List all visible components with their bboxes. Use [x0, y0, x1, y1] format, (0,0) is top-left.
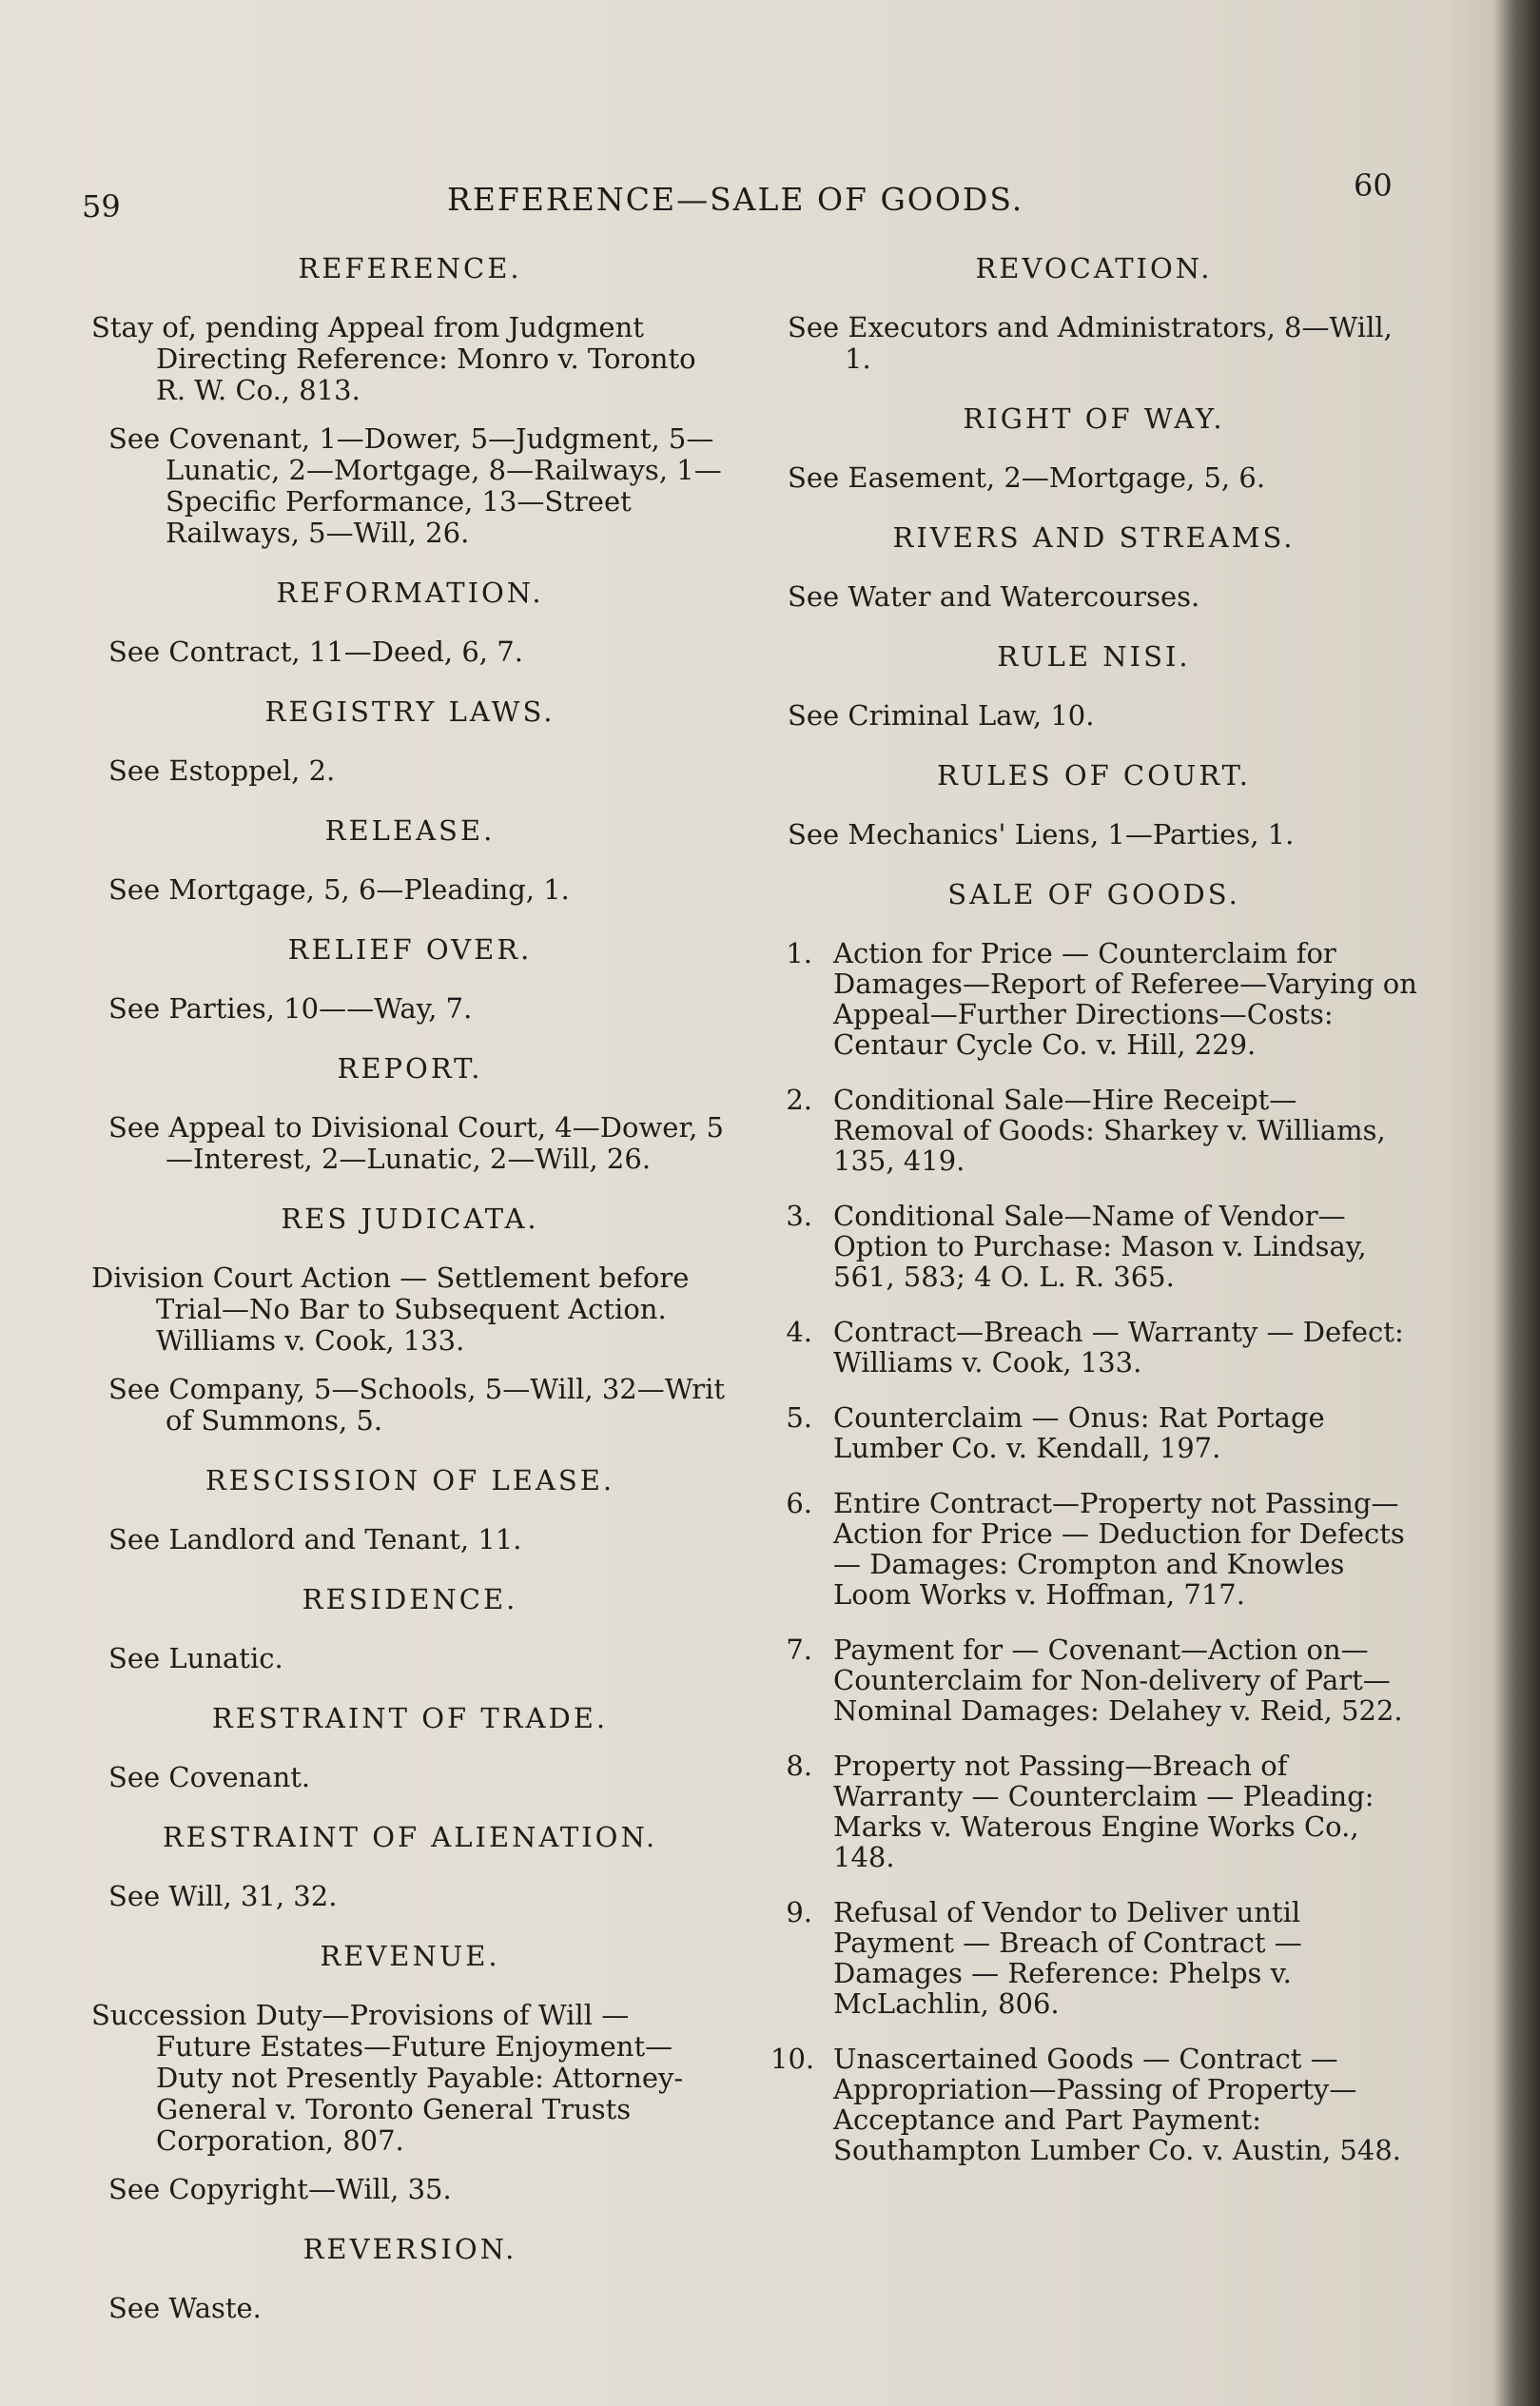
index-section — [770, 249, 1417, 375]
see-reference: See Covenant. — [108, 1761, 311, 1793]
index-section — [770, 518, 1417, 613]
index-section — [91, 249, 729, 549]
numbered-entry — [770, 1897, 1417, 2019]
see-reference: See Appeal to Divisional Court, 4—Dower, 5—Interest, 2—Lunatic, 2—Will, 26. — [108, 1111, 725, 1175]
entry-text: Refusal of Vendor to Deliver until Payment — Breach of Contract — Damages — Reference: Phelps v. McLachlin, 806. — [833, 1896, 1302, 2020]
section-heading: RES JUDICATA. — [281, 1203, 539, 1235]
see-reference: See Contract, 11—Deed, 6, 7. — [108, 636, 523, 668]
numbered-entry — [770, 1201, 1417, 1292]
section-heading: REFERENCE. — [298, 252, 522, 284]
right-column — [770, 249, 1417, 2165]
running-title: REFERENCE—SALE OF GOODS. — [447, 181, 1024, 218]
index-section — [91, 1580, 729, 1674]
section-heading: REVOCATION. — [975, 252, 1213, 284]
numbered-entry — [770, 1634, 1417, 1726]
see-reference: See Executors and Administrators, 8—Will, 1. — [788, 311, 1393, 375]
entry-number: 1. — [786, 937, 812, 969]
numbered-entry — [770, 1085, 1417, 1176]
index-entry: Succession Duty—Provisions of Will — Future Estates—Future Enjoyment—Duty not Presently Payable: Attorney-General v. Toronto General Trusts Corporation, 807. — [91, 1999, 684, 2157]
see-reference: See Waste. — [108, 2292, 262, 2324]
see-reference: See Estoppel, 2. — [108, 754, 336, 787]
section-heading: SALE OF GOODS. — [947, 878, 1240, 910]
entry-number: 3. — [786, 1200, 812, 1232]
numbered-entry — [770, 938, 1417, 1060]
entry-text: Unascertained Goods — Contract — Appropriation—Passing of Property—Acceptance and Part Payment: Southampton Lumber Co. v. Austin, 548. — [833, 2043, 1402, 2166]
index-section — [91, 1937, 729, 2205]
see-reference: See Easement, 2—Mortgage, 5, 6. — [788, 461, 1266, 494]
section-heading: RELEASE. — [324, 814, 496, 847]
section-heading: REPORT. — [337, 1052, 483, 1085]
section-heading: RESIDENCE. — [302, 1583, 518, 1615]
index-entry: Stay of, pending Appeal from Judgment Directing Reference: Monro v. Toronto R. W. Co., 813. — [91, 311, 696, 406]
see-reference: See Will, 31, 32. — [108, 1880, 338, 1912]
index-section — [91, 1461, 729, 1555]
index-section — [91, 1049, 729, 1175]
running-head — [0, 167, 1503, 225]
entry-number: 10. — [770, 2043, 815, 2075]
page-number-right: 60 — [1354, 167, 1393, 204]
entry-number: 9. — [786, 1896, 812, 1928]
index-section — [91, 2230, 729, 2324]
section-heading: RESCISSION OF LEASE. — [205, 1464, 615, 1496]
index-section — [770, 756, 1417, 851]
entry-text: Conditional Sale—Name of Vendor—Option to Purchase: Mason v. Lindsay, 561, 583; 4 O. L. R. 365. — [833, 1200, 1367, 1293]
numbered-entry — [770, 1317, 1417, 1378]
section-heading: RELIEF OVER. — [287, 933, 533, 966]
entry-number: 2. — [786, 1084, 812, 1116]
section-heading: RESTRAINT OF ALIENATION. — [162, 1821, 658, 1853]
index-section — [91, 812, 729, 906]
entry-text: Property not Passing—Breach of Warranty — Counterclaim — Pleading: Marks v. Waterous Engine Works Co., 148. — [833, 1750, 1374, 1873]
section-heading: REGISTRY LAWS. — [264, 695, 556, 728]
page-number-left: 59 — [82, 188, 121, 225]
see-reference: See Lunatic. — [108, 1642, 283, 1674]
entry-number: 5. — [786, 1401, 812, 1434]
index-section — [770, 400, 1417, 494]
section-heading: RULE NISI. — [997, 640, 1191, 673]
section-heading: RULES OF COURT. — [937, 759, 1251, 792]
index-section — [91, 1699, 729, 1793]
see-reference: See Company, 5—Schools, 5—Will, 32—Writ of Summons, 5. — [108, 1373, 726, 1437]
numbered-entry — [770, 2044, 1417, 2165]
see-reference: See Copyright—Will, 35. — [108, 2173, 452, 2205]
entry-text: Contract—Breach — Warranty — Defect: Williams v. Cook, 133. — [833, 1316, 1404, 1379]
index-section — [91, 1200, 729, 1437]
entry-text: Counterclaim — Onus: Rat Portage Lumber Co. v. Kendall, 197. — [833, 1401, 1325, 1464]
see-reference: See Parties, 10——Way, 7. — [108, 992, 473, 1025]
section-heading: REVERSION. — [302, 2233, 517, 2265]
section-heading: REVENUE. — [320, 1940, 500, 1972]
index-section — [770, 875, 1417, 2165]
index-section — [91, 930, 729, 1025]
see-reference: See Landlord and Tenant, 11. — [108, 1523, 522, 1555]
index-section — [91, 693, 729, 787]
entry-number: 8. — [786, 1750, 812, 1782]
see-reference: See Mortgage, 5, 6—Pleading, 1. — [108, 873, 570, 906]
section-heading: RESTRAINT OF TRADE. — [211, 1702, 609, 1734]
entry-text: Payment for — Covenant—Action on—Counterclaim for Non-delivery of Part—Nominal Damages: Delahey v. Reid, 522. — [833, 1633, 1403, 1727]
see-reference: See Water and Watercourses. — [788, 580, 1200, 613]
see-reference: See Criminal Law, 10. — [788, 699, 1095, 732]
left-column — [91, 249, 729, 2324]
entry-number: 7. — [786, 1633, 812, 1666]
index-section — [91, 1818, 729, 1912]
numbered-entry — [770, 1751, 1417, 1872]
index-entry: Division Court Action — Settlement before Trial—No Bar to Subsequent Action. Williams v. Cook, 133. — [91, 1262, 690, 1357]
section-heading: RIVERS AND STREAMS. — [892, 521, 1296, 554]
section-heading: REFORMATION. — [276, 577, 544, 609]
entry-text: Conditional Sale—Hire Receipt—Removal of Goods: Sharkey v. Williams, 135, 419. — [833, 1084, 1386, 1177]
numbered-entry — [770, 1488, 1417, 1610]
entry-number: 6. — [786, 1487, 812, 1519]
entry-text: Entire Contract—Property not Passing—Action for Price — Deduction for Defects — Damages: Crompton and Knowles Loom Works v. Hoffman, 717. — [833, 1487, 1405, 1611]
section-heading: RIGHT OF WAY. — [963, 402, 1225, 435]
entry-text: Action for Price — Counterclaim for Damages—Report of Referee—Varying on Appeal—Further Directions—Costs: Centaur Cycle Co. v. Hill, 229. — [833, 937, 1417, 1061]
entry-number: 4. — [786, 1316, 812, 1348]
index-section — [91, 574, 729, 668]
see-reference: See Covenant, 1—Dower, 5—Judgment, 5—Lunatic, 2—Mortgage, 8—Railways, 1—Specific Performance, 13—Street Railways, 5—Will, 26. — [108, 422, 722, 549]
index-section — [770, 637, 1417, 732]
numbered-entry — [770, 1402, 1417, 1463]
see-reference: See Mechanics' Liens, 1—Parties, 1. — [788, 818, 1295, 851]
